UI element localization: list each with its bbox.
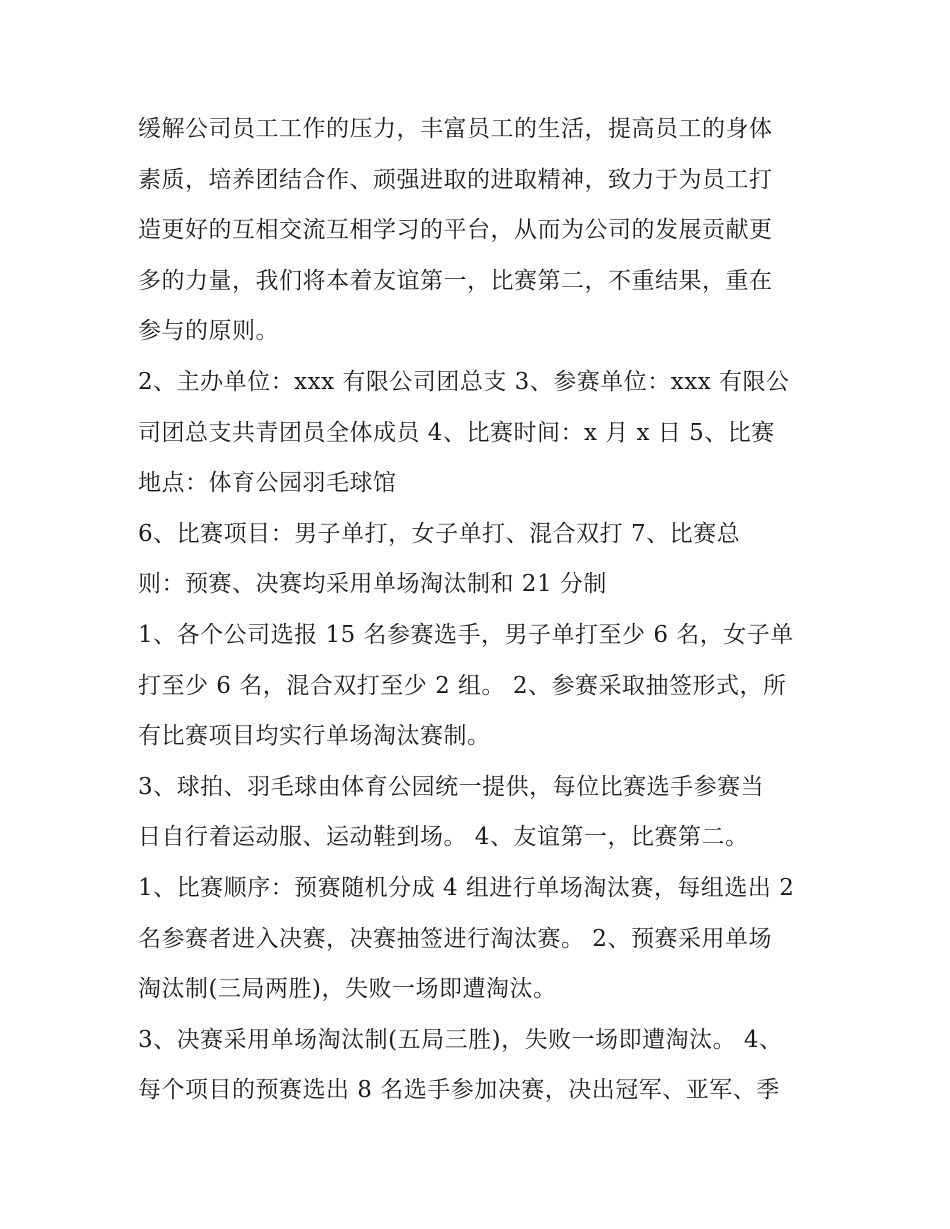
text-line: 2、主办单位：xxx 有限公司团总支 3、参赛单位：xxx 有限公 [138, 368, 790, 395]
text-line: 司团总支共青团员全体成员 4、比赛时间：x 月 x 日 5、比赛 [138, 419, 775, 446]
text-line: 日自行着运动服、运动鞋到场。 4、友谊第一，比赛第二。 [138, 824, 749, 851]
document-body [138, 104, 818, 1116]
text-line: 3、球拍、羽毛球由体育公园统一提供，每位比赛选手参赛当 [138, 773, 765, 800]
text-line: 3、决赛采用单场淘汰制(五局三胜)，失败一场即遭淘汰。 4、 [138, 1026, 783, 1053]
text-line: 素质，培养团结合作、顽强进取的进取精神，致力于为员工打 [138, 166, 773, 193]
text-line: 淘汰制(三局两胜)，失败一场即遭淘汰。 [138, 976, 557, 1003]
text-line: 则：预赛、决赛均采用单场淘汰制和 21 分制 [138, 571, 607, 598]
text-line: 多的力量，我们将本着友谊第一，比赛第二，不重结果，重在 [138, 267, 773, 294]
text-line: 地点：体育公园羽毛球馆 [138, 470, 397, 497]
text-line: 有比赛项目均实行单场淘汰赛制。 [138, 723, 491, 750]
text-line: 名参赛者进入决赛，决赛抽签进行淘汰赛。 2、预赛采用单场 [138, 925, 772, 952]
text-line: 打至少 6 名，混合双打至少 2 组。 2、参赛采取抽签形式，所 [138, 672, 787, 699]
text-line: 1、比赛顺序：预赛随机分成 4 组进行单场淘汰赛，每组选出 2 [138, 874, 795, 901]
text-line: 1、各个公司选报 15 名参赛选手，男子单打至少 6 名，女子单 [138, 621, 794, 648]
text-line: 缓解公司员工工作的压力，丰富员工的生活，提高员工的身体 [138, 116, 773, 142]
text-line: 6、比赛项目：男子单打，女子单打、混合双打 7、比赛总 [138, 520, 741, 547]
text-line: 造更好的互相交流互相学习的平台，从而为公司的发展贡献更 [138, 217, 773, 244]
text-line: 每个项目的预赛选出 8 名选手参加决赛，决出冠军、亚军、季 [138, 1077, 780, 1104]
text-line: 参与的原则。 [138, 318, 279, 345]
